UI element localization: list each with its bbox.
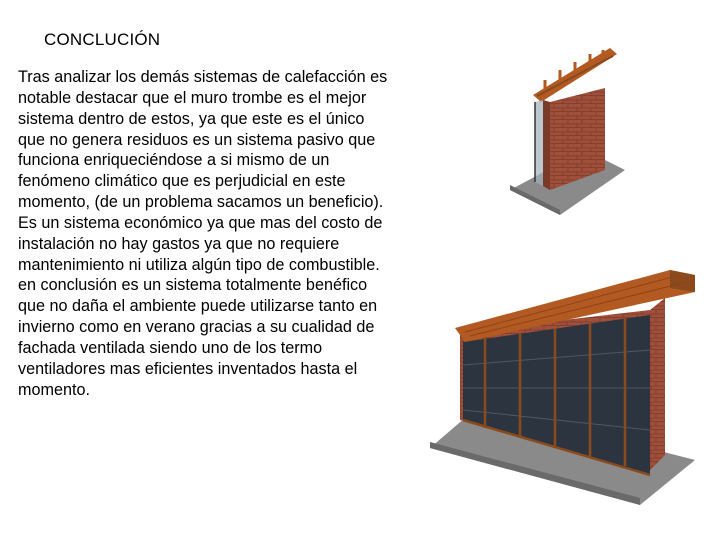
paragraph-line: que no daña el ambiente puede utilizarse tanto en [18, 297, 378, 316]
trombe-wall-section-illustration [505, 40, 625, 215]
paragraph-line: ventiladores mas eficientes inventados hasta el [18, 359, 358, 378]
paragraph-line: mantenimiento ni utiliza algún tipo de combustible. [18, 255, 380, 274]
paragraph-line: notable destacar que el muro trombe es el mejor [18, 88, 367, 107]
paragraph-line: momento, (de un problema sacamos un beneficio). [18, 193, 384, 212]
paragraph-line: Es un sistema económico ya que mas del costo de [18, 213, 383, 232]
paragraph-line: Tras analizar los demás sistemas de calefacción es [18, 68, 388, 86]
paragraph-line: fenómeno climático que es perjudicial en este [18, 172, 346, 191]
paragraph-line: funciona enriqueciéndose a si mismo de un [18, 151, 330, 170]
conclusion-paragraph [18, 67, 458, 401]
paragraph-line: invierno como en verano gracias a su cualidad de [18, 318, 375, 337]
paragraph-line: instalación no hay gastos ya que no requiere [18, 234, 340, 253]
paragraph-line: momento. [18, 380, 90, 399]
paragraph-line: en conclusión es un sistema totalmente benéfico [18, 276, 368, 295]
paragraph-line: sistema dentro de estos, ya que este es el único [18, 109, 365, 128]
paragraph-line: que no genera residuos es un sistema pasivo que [18, 130, 376, 149]
paragraph-line: fachada ventilada siendo uno de los termo [18, 338, 323, 357]
trombe-wall-facade-illustration [425, 270, 700, 505]
slide-title: CONCLUCIÓN [44, 30, 161, 49]
